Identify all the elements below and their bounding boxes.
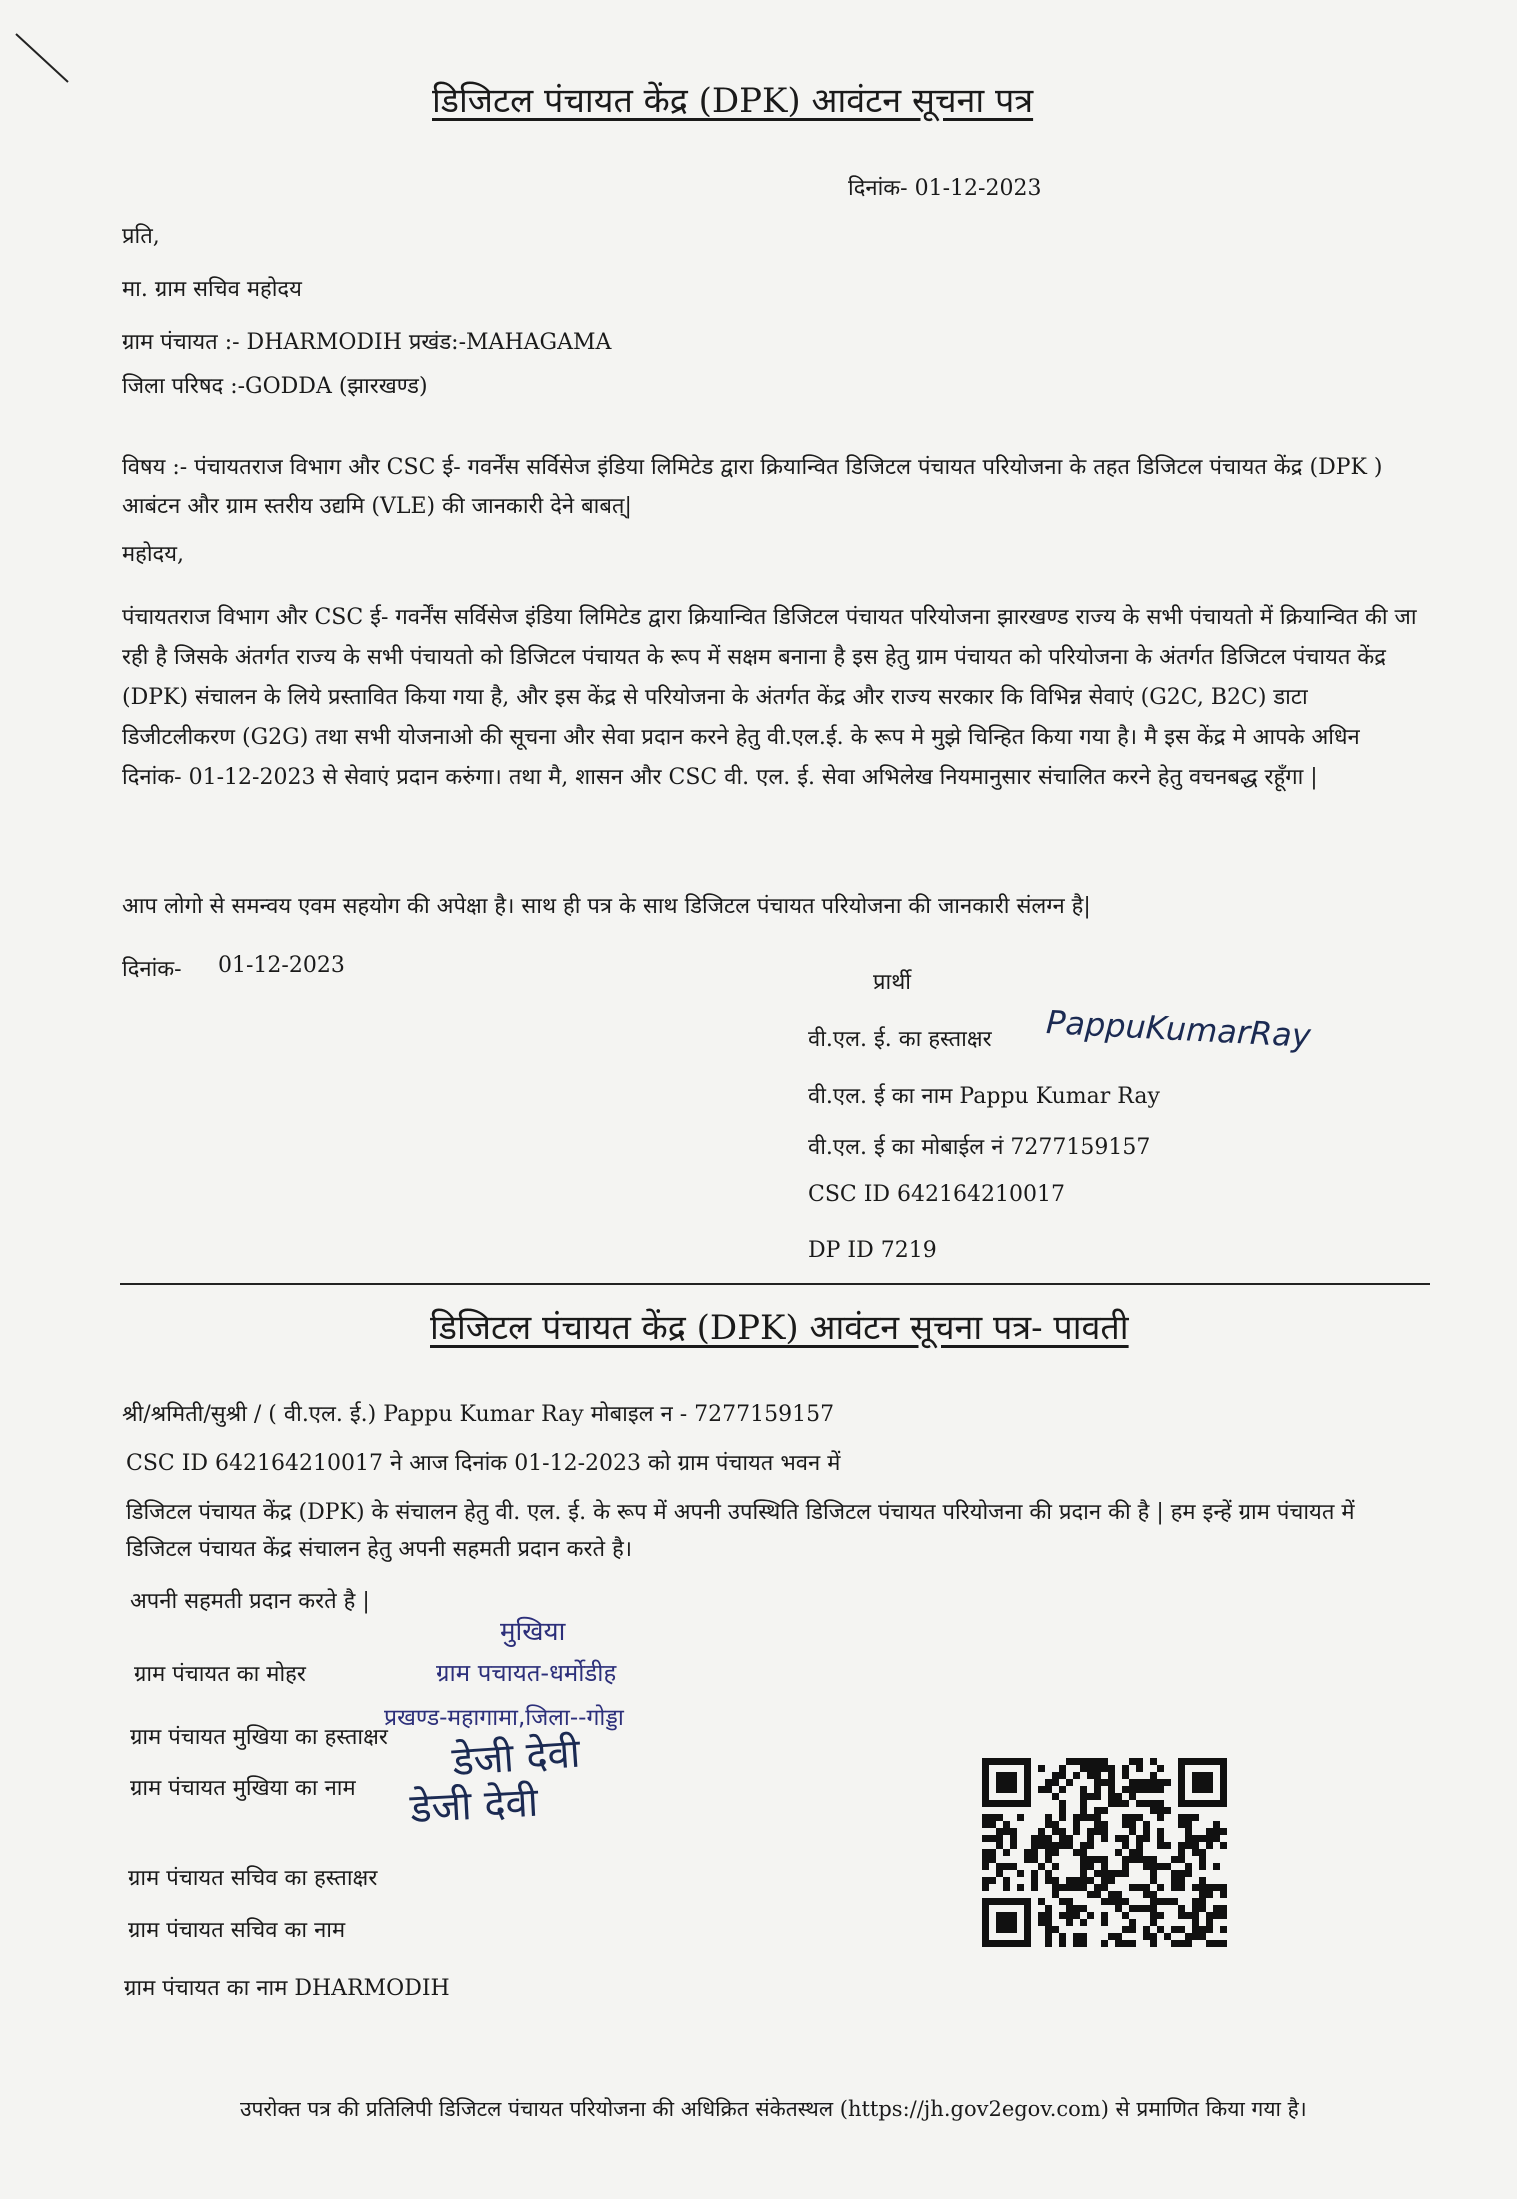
body-paragraph: पंचायतराज विभाग और CSC ई- गवर्नेंस सर्विसेज इंडिया लिमिटेड द्वारा क्रियान्वित डिजिटल पंचायत परियोजना झारखण्ड राज्य के सभी पंचायतो में क्रियान्वित की जा रही है जिसके अंतर्गत राज्य के सभी पंचायतो को डिजिटल पंचायत के रूप में सक्षम बनाना है इस हेतु ग्राम पंचायत को परियोजना के अंतर्गत डिजिटल पंचायत केंद्र (DPK) संचालन के लिये प्रस्तावित किया गया है, और इस केंद्र से परियोजना के अंतर्गत केंद्र और राज्य सरकार कि विभिन्न सेवाएं (G2C, B2C) डाटा डिजीटलीकरण (G2G) तथा सभी योजनाओ की सूचना और सेवा प्रदान करने हेतु वी.एल.ई. के रूप मे मुझे चिन्हित किया गया है। मै इस केंद्र मे आपके अधिन दिनांक- 01-12-2023 से सेवाएं प्रदान करुंगा। तथा मै, शासन और CSC वी. एल. ई. सेवा अभिलेख नियमानुसार संचालित करने हेतु वचनबद्ध रहूँगा | <box>122 605 1417 790</box>
vle-signature: PappuKumarRay <box>1045 1003 1312 1055</box>
vle-mobile-line: वी.एल. ई का मोबाईल नं 7277159157 <box>808 1135 1151 1160</box>
bottom-date-value: 01-12-2023 <box>218 953 345 978</box>
mukhiya-stamp-panchayat: ग्राम पचायत-धर्मोडीह <box>436 1659 617 1687</box>
letter-date: दिनांक- 01-12-2023 <box>848 176 1042 201</box>
subject-paragraph: विषय :- पंचायतराज विभाग और CSC ई- गवर्नेंस सर्विसेज इंडिया लिमिटेड द्वारा क्रियान्वित डिजिटल पंचायत परियोजना के तहत डिजिटल पंचायत केंद्र (DPK ) आबंटन और ग्राम स्तरीय उद्यमि (VLE) की जानकारी देने बाबत्| <box>122 455 1383 519</box>
footer-note: उपरोक्त पत्र की प्रतिलिपी डिजिटल पंचायत परियोजना की अधिक्रित संकेतस्थल (https://jh.gov2egov.com) से प्रमाणित किया गया है। <box>240 2097 1307 2121</box>
qr-code <box>982 1758 1227 1948</box>
mukhiya-stamp-address: प्रखण्ड-महागामा,जिला--गोड्डा <box>384 1705 624 1731</box>
receipt-line-2: CSC ID 642164210017 ने आज दिनांक 01-12-2023 को ग्राम पंचायत भवन में <box>126 1451 841 1476</box>
csc-id-line: CSC ID 642164210017 <box>808 1182 1066 1207</box>
closing-line: आप लोगो से समन्वय एवम सहयोग की अपेक्षा है। साथ ही पत्र के साथ डिजिटल पंचायत परियोजना की जानकारी संलग्न है| <box>122 894 1091 919</box>
seal-label: ग्राम पंचायत का मोहर <box>134 1662 306 1687</box>
mukhiya-name-handwritten: डेजी देवी <box>409 1779 540 1833</box>
dp-id-line: DP ID 7219 <box>808 1238 937 1263</box>
applicant-label: प्रार्थी <box>873 970 911 995</box>
mukhiya-signature: डेजी देवी <box>450 1730 582 1786</box>
salutation: महोदय, <box>122 542 184 567</box>
corner-pen-mark <box>12 28 72 88</box>
secretary-sign-label: ग्राम पंचायत सचिव का हस्ताक्षर <box>128 1866 378 1891</box>
to-label: प्रति, <box>122 224 160 249</box>
recipient-line-2: ग्राम पंचायत :- DHARMODIH प्रखंड:-MAHAGAMA <box>122 330 612 355</box>
section-divider <box>120 1283 1430 1285</box>
receipt-title: डिजिटल पंचायत केंद्र (DPK) आवंटन सूचना पत्र- पावती <box>430 1308 1129 1348</box>
receipt-line-3: डिजिटल पंचायत केंद्र (DPK) के संचालन हेतु वी. एल. ई. के रूप में अपनी उपस्थिति डिजिटल पंचायत परियोजना की प्रदान की है | हम इन्हें ग्राम पंचायत में डिजिटल पंचायत केंद्र संचालन हेतु अपनी सहमती प्रदान करते है। <box>126 1500 1355 1562</box>
recipient-line-3: जिला परिषद :-GODDA (झारखण्ड) <box>122 374 428 399</box>
panchayat-name-line: ग्राम पंचायत का नाम DHARMODIH <box>124 1976 450 2001</box>
secretary-name-label: ग्राम पंचायत सचिव का नाम <box>128 1918 346 1943</box>
letter-title: डिजिटल पंचायत केंद्र (DPK) आवंटन सूचना पत्र <box>432 81 1034 121</box>
bottom-date-label: दिनांक- <box>122 957 182 982</box>
mukhiya-sign-label: ग्राम पंचायत मुखिया का हस्ताक्षर <box>130 1725 388 1750</box>
vle-name-line: वी.एल. ई का नाम Pappu Kumar Ray <box>808 1084 1160 1109</box>
recipient-line-1: मा. ग्राम सचिव महोदय <box>122 277 302 302</box>
receipt-line-4: अपनी सहमती प्रदान करते है | <box>130 1589 370 1614</box>
receipt-line-1: श्री/श्रमिती/सुश्री / ( वी.एल. ई.) Pappu Kumar Ray मोबाइल न - 7277159157 <box>122 1402 835 1427</box>
vle-sign-label: वी.एल. ई. का हस्ताक्षर <box>808 1027 992 1052</box>
mukhiya-name-label: ग्राम पंचायत मुखिया का नाम <box>130 1776 356 1801</box>
mukhiya-stamp-title: मुखिया <box>500 1617 566 1647</box>
